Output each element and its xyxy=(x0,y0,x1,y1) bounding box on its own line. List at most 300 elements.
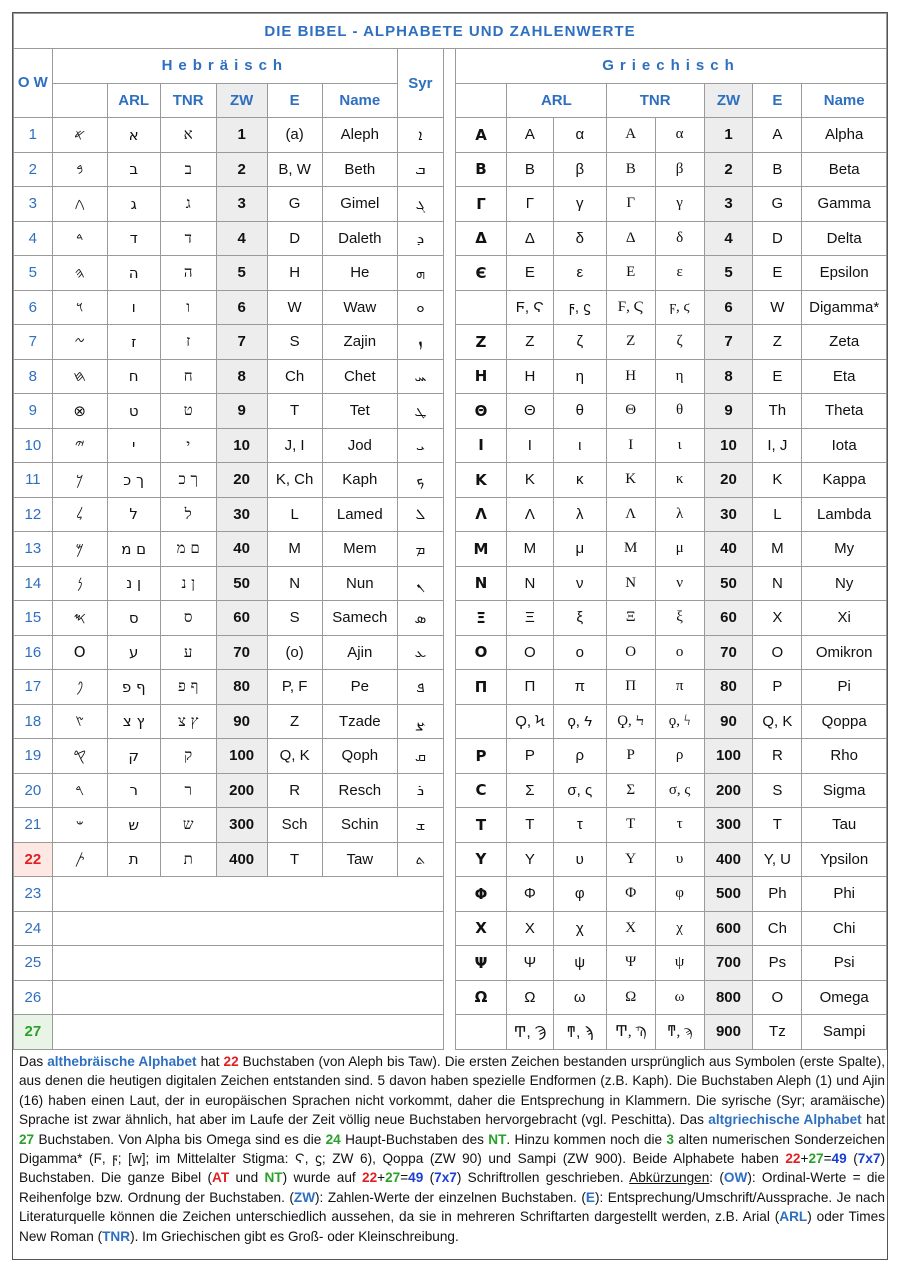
greek-number-value: 200 xyxy=(704,773,753,808)
greek-tnr-lower: τ xyxy=(655,808,704,843)
hebrew-tnr: י xyxy=(160,428,216,463)
hebrew-arl: ר xyxy=(107,773,160,808)
hebrew-arl: א xyxy=(107,118,160,153)
greek-tnr-upper: Ο xyxy=(606,635,655,670)
hebrew-letter-name: Waw xyxy=(322,290,397,325)
hebrew-letter-name: Zajin xyxy=(322,325,397,360)
notes-segment: TNR xyxy=(102,1228,131,1244)
column-gap xyxy=(443,808,455,843)
hebrew-letter-name: Lamed xyxy=(322,497,397,532)
greek-tnr-lower: β xyxy=(655,152,704,187)
ordinal-value: 14 xyxy=(14,566,53,601)
greek-arl-upper: Γ xyxy=(506,187,553,222)
greek-tnr-upper: Χ xyxy=(606,911,655,946)
hebrew-tnr: ס xyxy=(160,601,216,636)
greek-letter-name: Rho xyxy=(802,739,887,774)
greek-symbol: Μ xyxy=(456,532,507,567)
syriac-letter: ܘ xyxy=(397,290,443,325)
table-row xyxy=(14,256,887,291)
table-row xyxy=(14,118,887,153)
header-hebrew-symbol xyxy=(52,83,107,118)
greek-tnr-upper: Κ xyxy=(606,463,655,498)
ancient-hebrew-symbol: 𐤇 xyxy=(52,359,107,394)
hebrew-letter-name: Nun xyxy=(322,566,397,601)
column-gap xyxy=(443,428,455,463)
empty-hebrew-cell xyxy=(52,911,443,946)
ordinal-value: 11 xyxy=(14,463,53,498)
greek-arl-lower: υ xyxy=(553,842,606,877)
hebrew-letter-name: Jod xyxy=(322,428,397,463)
hebrew-arl: ח xyxy=(107,359,160,394)
greek-arl-upper: Ξ xyxy=(506,601,553,636)
table-row xyxy=(14,152,887,187)
greek-tnr-lower: ψ xyxy=(655,946,704,981)
greek-arl-lower: ξ xyxy=(553,601,606,636)
syriac-letter: ܟ xyxy=(397,463,443,498)
syriac-letter: ܝ xyxy=(397,428,443,463)
column-gap xyxy=(443,601,455,636)
table-row xyxy=(14,532,887,567)
greek-tnr-lower: ο xyxy=(655,635,704,670)
syriac-letter: ܩ xyxy=(397,739,443,774)
greek-tnr-lower: π xyxy=(655,670,704,705)
column-gap xyxy=(443,152,455,187)
ordinal-value: 18 xyxy=(14,704,53,739)
hebrew-tnr: ל xyxy=(160,497,216,532)
notes-segment: ): Ordinal-Werte = die Reihenfolge bzw. Ordnung der Buchstaben. ( xyxy=(19,1170,886,1205)
hebrew-letter-name: Tzade xyxy=(322,704,397,739)
greek-arl-upper: Κ xyxy=(506,463,553,498)
column-gap xyxy=(443,739,455,774)
greek-tnr-upper: Σ xyxy=(606,773,655,808)
notes-segment: Das xyxy=(19,1054,48,1069)
greek-symbol: Η xyxy=(456,359,507,394)
greek-tnr-lower: ι xyxy=(655,428,704,463)
column-gap xyxy=(443,290,455,325)
greek-tnr-upper: Ζ xyxy=(606,325,655,360)
column-gap xyxy=(443,842,455,877)
notes-segment: E xyxy=(585,1189,595,1205)
greek-arl-lower: π xyxy=(553,670,606,705)
header-greek-arl: ARL xyxy=(506,83,606,118)
notes-segment: alten numerischen Sonderzeichen Digamma* (Ϝ, ϝ; [w]; im Mittelalter Stigma: Ϛ, ϛ; ZW 6), Qoppa (ZW 90) und Sampi (ZW 900). Beide Alphabete haben xyxy=(19,1131,885,1167)
header-ow: O W xyxy=(14,49,53,118)
greek-symbol: Θ xyxy=(456,394,507,429)
hebrew-tnr: ם מ xyxy=(160,532,216,567)
greek-tnr-upper: Ϙ, Ϟ xyxy=(606,704,655,739)
greek-number-value: 700 xyxy=(704,946,753,981)
greek-tnr-upper: Ξ xyxy=(606,601,655,636)
column-gap xyxy=(443,463,455,498)
hebrew-letter-name: Aleph xyxy=(322,118,397,153)
notes-segment: und xyxy=(229,1170,265,1186)
hebrew-arl: י xyxy=(107,428,160,463)
notes-segment: + xyxy=(377,1170,386,1186)
greek-tnr-lower: ω xyxy=(655,980,704,1015)
greek-tnr-lower: ξ xyxy=(655,601,704,636)
greek-tnr-upper: Γ xyxy=(606,187,655,222)
header-hebrew-e: E xyxy=(267,83,322,118)
syriac-letter: ܥ xyxy=(397,635,443,670)
table-row xyxy=(14,325,887,360)
greek-symbol: Λ xyxy=(456,497,507,532)
greek-arl-upper: Χ xyxy=(506,911,553,946)
hebrew-transliteration: J, I xyxy=(267,428,322,463)
notes-segment: : ( xyxy=(709,1170,724,1186)
hebrew-arl: ן נ xyxy=(107,566,160,601)
column-gap xyxy=(443,980,455,1015)
greek-symbol: Π xyxy=(456,670,507,705)
greek-tnr-lower: ε xyxy=(655,256,704,291)
ancient-hebrew-symbol: 𐤁 xyxy=(52,152,107,187)
greek-transliteration: Ch xyxy=(753,911,802,946)
table-row xyxy=(14,428,887,463)
column-gap xyxy=(443,325,455,360)
syriac-letter: ܓ xyxy=(397,187,443,222)
greek-symbol xyxy=(456,290,507,325)
column-gap xyxy=(443,566,455,601)
greek-letter-name: Zeta xyxy=(802,325,887,360)
greek-number-value: 20 xyxy=(704,463,753,498)
greek-tnr-upper: Μ xyxy=(606,532,655,567)
greek-arl-lower: ζ xyxy=(553,325,606,360)
ordinal-value: 27 xyxy=(14,1015,53,1050)
greek-tnr-upper: Ε xyxy=(606,256,655,291)
hebrew-tnr: ו xyxy=(160,290,216,325)
greek-letter-name: Ny xyxy=(802,566,887,601)
ancient-hebrew-symbol: 𐤕 xyxy=(52,842,107,877)
hebrew-transliteration: S xyxy=(267,325,322,360)
syriac-letter: ܦ xyxy=(397,670,443,705)
ordinal-value: 8 xyxy=(14,359,53,394)
ancient-hebrew-symbol: 𐤐 xyxy=(52,670,107,705)
greek-arl-upper: Τ xyxy=(506,808,553,843)
greek-arl-lower: ν xyxy=(553,566,606,601)
greek-tnr-upper: Ϝ, Ϛ xyxy=(606,290,655,325)
notes-segment: = xyxy=(400,1170,409,1186)
greek-letter-name: Psi xyxy=(802,946,887,981)
greek-arl-lower: ι xyxy=(553,428,606,463)
greek-symbol: Ξ xyxy=(456,601,507,636)
greek-arl-upper: Ω xyxy=(506,980,553,1015)
greek-tnr-lower: σ, ς xyxy=(655,773,704,808)
greek-letter-name: Ypsilon xyxy=(802,842,887,877)
syriac-letter: ܒ xyxy=(397,152,443,187)
hebrew-letter-name: Chet xyxy=(322,359,397,394)
greek-symbol: Κ xyxy=(456,463,507,498)
greek-letter-name: Phi xyxy=(802,877,887,912)
hebrew-number-value: 1 xyxy=(216,118,267,153)
greek-letter-name: Iota xyxy=(802,428,887,463)
greek-tnr-lower: δ xyxy=(655,221,704,256)
hebrew-number-value: 9 xyxy=(216,394,267,429)
greek-letter-name: My xyxy=(802,532,887,567)
notes-segment: ) Schriftrollen geschrieben. xyxy=(456,1170,630,1186)
greek-letter-name: Beta xyxy=(802,152,887,187)
notes-segment: althebräische Alphabet xyxy=(47,1054,197,1069)
greek-letter-name: Chi xyxy=(802,911,887,946)
hebrew-number-value: 2 xyxy=(216,152,267,187)
notes-segment: ): Zahlen-Werte der einzelnen Buchstaben. ( xyxy=(315,1189,586,1205)
hebrew-transliteration: Z xyxy=(267,704,322,739)
greek-symbol: Ζ xyxy=(456,325,507,360)
hebrew-tnr: ן נ xyxy=(160,566,216,601)
header-greek-tnr: TNR xyxy=(606,83,704,118)
table-row xyxy=(14,704,887,739)
greek-arl-lower: η xyxy=(553,359,606,394)
notes-segment: 3 xyxy=(666,1131,674,1147)
column-gap xyxy=(443,911,455,946)
ordinal-value: 3 xyxy=(14,187,53,222)
syriac-letter: ܙ xyxy=(397,325,443,360)
notes-segment: + xyxy=(800,1151,809,1167)
table-row xyxy=(14,359,887,394)
greek-arl-upper: Ζ xyxy=(506,325,553,360)
greek-tnr-upper: Υ xyxy=(606,842,655,877)
greek-tnr-lower: η xyxy=(655,359,704,394)
greek-letter-name: Omikron xyxy=(802,635,887,670)
table-row xyxy=(14,808,887,843)
greek-letter-name: Sampi xyxy=(802,1015,887,1050)
table-row xyxy=(14,463,887,498)
greek-arl-lower: ε xyxy=(553,256,606,291)
hebrew-letter-name: Mem xyxy=(322,532,397,567)
header-greek-e: E xyxy=(753,83,802,118)
notes-segment: altgriechische Alphabet xyxy=(708,1112,862,1128)
greek-number-value: 50 xyxy=(704,566,753,601)
hebrew-letter-name: Qoph xyxy=(322,739,397,774)
greek-arl-lower: μ xyxy=(553,532,606,567)
greek-transliteration: S xyxy=(753,773,802,808)
notes-segment: AT xyxy=(212,1170,230,1186)
greek-number-value: 300 xyxy=(704,808,753,843)
ordinal-value: 6 xyxy=(14,290,53,325)
ancient-hebrew-symbol: 𐤌 xyxy=(52,532,107,567)
notes-segment: Haupt-Buchstaben des xyxy=(340,1131,489,1147)
greek-tnr-lower: λ xyxy=(655,497,704,532)
greek-transliteration: B xyxy=(753,152,802,187)
greek-letter-name: Qoppa xyxy=(802,704,887,739)
column-gap xyxy=(443,532,455,567)
greek-symbol: Ψ xyxy=(456,946,507,981)
greek-tnr-lower: φ xyxy=(655,877,704,912)
greek-arl-lower: ϝ, ϛ xyxy=(553,290,606,325)
ordinal-value: 25 xyxy=(14,946,53,981)
greek-number-value: 600 xyxy=(704,911,753,946)
notes-segment: 22 xyxy=(223,1054,239,1069)
hebrew-transliteration: Q, K xyxy=(267,739,322,774)
notes-segment: ZW xyxy=(293,1189,316,1205)
hebrew-transliteration: K, Ch xyxy=(267,463,322,498)
hebrew-tnr: ע xyxy=(160,635,216,670)
notes-segment: OW xyxy=(723,1170,748,1186)
ordinal-value: 17 xyxy=(14,670,53,705)
greek-arl-lower: ρ xyxy=(553,739,606,774)
hebrew-tnr: ק xyxy=(160,739,216,774)
hebrew-transliteration: B, W xyxy=(267,152,322,187)
greek-arl-lower: ϙ, ϟ xyxy=(553,704,606,739)
ancient-hebrew-symbol: ⊗ xyxy=(52,394,107,429)
column-gap xyxy=(443,118,455,153)
hebrew-letter-name: Kaph xyxy=(322,463,397,498)
header-hebrew-tnr: TNR xyxy=(160,83,216,118)
table-row xyxy=(14,739,887,774)
column-gap xyxy=(443,256,455,291)
greek-arl-lower: λ xyxy=(553,497,606,532)
notes-segment: 24 xyxy=(325,1131,341,1147)
hebrew-tnr: א xyxy=(160,118,216,153)
ancient-hebrew-symbol: 𐤂 xyxy=(52,187,107,222)
greek-letter-name: Delta xyxy=(802,221,887,256)
greek-symbol: Φ xyxy=(456,877,507,912)
hebrew-arl: ג xyxy=(107,187,160,222)
greek-symbol: Ο xyxy=(456,635,507,670)
header-syr: Syr xyxy=(397,49,443,118)
ordinal-value: 20 xyxy=(14,773,53,808)
hebrew-letter-name: Resch xyxy=(322,773,397,808)
greek-tnr-lower: ρ xyxy=(655,739,704,774)
ancient-hebrew-symbol: 𐤄 xyxy=(52,256,107,291)
greek-number-value: 70 xyxy=(704,635,753,670)
hebrew-transliteration: Ch xyxy=(267,359,322,394)
ordinal-value: 10 xyxy=(14,428,53,463)
notes-segment: 27 xyxy=(19,1131,35,1147)
ordinal-value: 16 xyxy=(14,635,53,670)
syriac-letter: ܪ xyxy=(397,773,443,808)
table-row xyxy=(14,601,887,636)
greek-transliteration: N xyxy=(753,566,802,601)
greek-arl-upper: Λ xyxy=(506,497,553,532)
greek-arl-upper: Δ xyxy=(506,221,553,256)
ordinal-value: 4 xyxy=(14,221,53,256)
table-row xyxy=(14,566,887,601)
notes-segment: ). Im Griechischen gibt es Groß- oder Kleinschreibung. xyxy=(130,1228,459,1244)
greek-number-value: 800 xyxy=(704,980,753,1015)
table-row xyxy=(14,773,887,808)
notes-segment: = xyxy=(823,1151,832,1167)
greek-arl-lower: φ xyxy=(553,877,606,912)
hebrew-transliteration: G xyxy=(267,187,322,222)
hebrew-arl: ה xyxy=(107,256,160,291)
syriac-letter: ܚ xyxy=(397,359,443,394)
greek-tnr-lower: α xyxy=(655,118,704,153)
ancient-hebrew-symbol: O xyxy=(52,635,107,670)
header-greek-symbol xyxy=(456,83,507,118)
hebrew-letter-name: Daleth xyxy=(322,221,397,256)
hebrew-letter-name: Tet xyxy=(322,394,397,429)
hebrew-transliteration: T xyxy=(267,394,322,429)
ancient-hebrew-symbol: 𐤉 xyxy=(52,428,107,463)
greek-arl-upper: Ρ xyxy=(506,739,553,774)
greek-number-value: 500 xyxy=(704,877,753,912)
greek-arl-upper: Η xyxy=(506,359,553,394)
column-gap xyxy=(443,221,455,256)
greek-number-value: 3 xyxy=(704,187,753,222)
hebrew-arl: ל xyxy=(107,497,160,532)
greek-number-value: 5 xyxy=(704,256,753,291)
greek-letter-name: Lambda xyxy=(802,497,887,532)
syriac-letter: ܗ xyxy=(397,256,443,291)
hebrew-arl: ד xyxy=(107,221,160,256)
greek-transliteration: O xyxy=(753,980,802,1015)
notes-segment: ( xyxy=(846,1151,858,1167)
greek-symbol: Ι xyxy=(456,428,507,463)
greek-transliteration: L xyxy=(753,497,802,532)
hebrew-letter-name: Ajin xyxy=(322,635,397,670)
greek-arl-lower: χ xyxy=(553,911,606,946)
notes-segment: 22 xyxy=(785,1151,801,1167)
notes-segment: Buchstaben (von Aleph bis Taw). Die ersten Zeichen bestanden ursprünglich aus Symbolen (erste Spalte), aus denen die heutigen digitalen Zeichen entstanden sind. 5 davon haben spezielle Endformen (z.B. Kaph). Die Buchstaben Aleph (1) und Ajin (16) haben einen Laut, der in europäischen Sprachen nicht vorkommt, daher die Entsprechung in Klammern. Die syrische (Syr; aramäische) Sprache ist zwar ähnlich, hat aber im Laufe der Zeit völlig neue Buchstaben hervorgebracht (vgl. Peschitta). Das xyxy=(19,1054,886,1128)
table-row xyxy=(14,946,887,981)
hebrew-number-value: 70 xyxy=(216,635,267,670)
greek-transliteration: R xyxy=(753,739,802,774)
hebrew-tnr: ה xyxy=(160,256,216,291)
ordinal-value: 26 xyxy=(14,980,53,1015)
syriac-letter: ܕ xyxy=(397,221,443,256)
notes-segment: 7x7 xyxy=(434,1170,457,1186)
header-hebrew: Hebräisch xyxy=(52,49,397,84)
table-row xyxy=(14,187,887,222)
greek-letter-name: Gamma xyxy=(802,187,887,222)
greek-symbol: Γ xyxy=(456,187,507,222)
ancient-hebrew-symbol: 𐤀 xyxy=(52,118,107,153)
table-row xyxy=(14,877,887,912)
table-row xyxy=(14,842,887,877)
greek-symbol: Δ xyxy=(456,221,507,256)
ordinal-value: 5 xyxy=(14,256,53,291)
greek-symbol: Є xyxy=(456,256,507,291)
notes-segment: Buchstaben. Von Alpha bis Omega sind es die xyxy=(34,1131,326,1147)
syriac-letter: ܛ xyxy=(397,394,443,429)
greek-transliteration: E xyxy=(753,359,802,394)
greek-arl-lower: ω xyxy=(553,980,606,1015)
greek-arl-lower: ψ xyxy=(553,946,606,981)
greek-number-value: 60 xyxy=(704,601,753,636)
greek-tnr-upper: Π xyxy=(606,670,655,705)
column-gap xyxy=(443,1015,455,1050)
notes-segment: . Hinzu kommen noch die xyxy=(506,1131,667,1147)
greek-letter-name: Omega xyxy=(802,980,887,1015)
hebrew-transliteration: (a) xyxy=(267,118,322,153)
hebrew-transliteration: L xyxy=(267,497,322,532)
hebrew-tnr: ג xyxy=(160,187,216,222)
header-hebrew-arl: ARL xyxy=(107,83,160,118)
hebrew-tnr: ב xyxy=(160,152,216,187)
greek-number-value: 7 xyxy=(704,325,753,360)
greek-letter-name: Tau xyxy=(802,808,887,843)
greek-tnr-lower: ϝ, ϛ xyxy=(655,290,704,325)
notes-segment: 7x7 xyxy=(857,1151,881,1167)
ordinal-value: 15 xyxy=(14,601,53,636)
greek-arl-upper: Ε xyxy=(506,256,553,291)
syriac-letter: ܢ xyxy=(397,566,443,601)
greek-tnr-upper: Ψ xyxy=(606,946,655,981)
greek-number-value: 30 xyxy=(704,497,753,532)
greek-transliteration: D xyxy=(753,221,802,256)
column-gap xyxy=(443,877,455,912)
ordinal-value: 19 xyxy=(14,739,53,774)
greek-tnr-upper: Β xyxy=(606,152,655,187)
notes-segment: ) Buchstaben. Die ganze Bibel ( xyxy=(19,1151,885,1186)
hebrew-transliteration: Sch xyxy=(267,808,322,843)
greek-arl-lower: ͳ, ϡ xyxy=(553,1015,606,1050)
greek-arl-lower: τ xyxy=(553,808,606,843)
hebrew-number-value: 300 xyxy=(216,808,267,843)
greek-number-value: 1 xyxy=(704,118,753,153)
greek-transliteration: Th xyxy=(753,394,802,429)
hebrew-letter-name: He xyxy=(322,256,397,291)
header-hebrew-name: Name xyxy=(322,83,397,118)
